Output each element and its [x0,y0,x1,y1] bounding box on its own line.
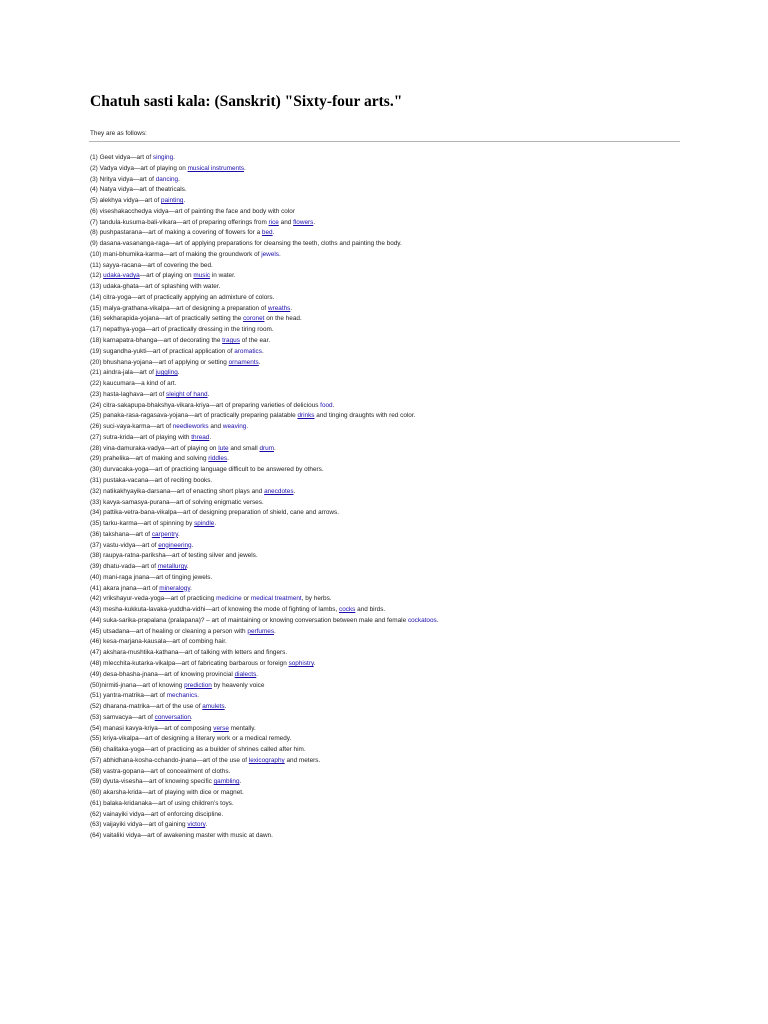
list-item [90,304,690,315]
list-item-text: . [272,229,275,237]
term-link[interactable]: aromatics [234,347,262,355]
list-item-text: . [214,520,217,528]
list-item-text: . [274,627,276,635]
term-link[interactable]: perfumes [247,627,275,635]
list-item-text: . [173,154,175,161]
list-item [90,702,690,713]
term-link[interactable]: juggling [155,369,178,377]
term-link[interactable]: cockatoos [407,616,437,624]
list-item-text: . [205,821,208,829]
list-item [90,347,690,358]
list-item-text: (60) akarsha-krida—art of playing with dice or magnet. [90,789,244,797]
term-link[interactable]: music [193,272,211,280]
list-item-text: . [197,692,200,700]
list-item-text: . [293,487,296,495]
list-item [90,637,690,648]
list-item-text: (64) vaitaliki vidya—art of awakening master with music at dawn. [90,832,273,840]
list-item-text: (53) samvacya—art of [90,713,155,721]
list-item-text: (26) suci-vaya-karma—art of [90,423,173,431]
term-link[interactable]: metallurgy [157,563,187,571]
list-item [90,325,690,336]
list-item-text: . [178,175,180,183]
list-item-text: (22) kaucumara—a kind of art. [90,380,177,388]
term-link[interactable]: dialects [234,670,257,678]
list-item [90,153,690,164]
list-item-text: (63) vaijayiki vidya—art of gaining [90,821,188,829]
list-item-text: . [177,530,180,538]
list-item [90,820,690,831]
list-item-text: . [332,401,335,409]
horizontal-rule [89,141,680,142]
list-item [90,218,690,229]
list-item [90,358,690,369]
intro-text: They are as follows: [90,130,147,137]
list-item-text: . [244,164,246,172]
list-item-text: . [190,584,192,592]
list-item [90,175,690,186]
list-item-text: (8) pushpastarana—art of making a covering of flowers for a [90,229,262,237]
list-item-text: . [246,423,249,431]
list-item-text: (62) vainayiki vidya—art of enforcing discipline. [90,810,224,818]
list-item-text: (14) citra-yoga—art of practically applying an admixture of colors. [90,293,275,301]
term-link[interactable]: mechanics [166,692,198,700]
list-item [90,196,690,207]
list-item [90,777,690,788]
list-item [90,282,690,293]
list-item-text: (37) vastu-vidya—art of [90,541,159,549]
list-item [90,433,690,444]
list-item-text: (25) panaka-rasa-ragasava-yojana—art of practically preparing palatable [90,412,298,420]
list-item [90,314,690,325]
list-item-text: (39) dhatu-vada—art of [90,563,158,571]
list-item-text: (35) tarku-karma—art of spinning by [90,520,195,528]
list-item-text: (34) pattika-vetra-bana-vikalpa—art of designing preparation of shield, cane and arrows. [90,509,340,517]
list-item-text: (29) prahelika—art of making and solving [90,455,209,463]
list-item [90,207,690,218]
term-link[interactable]: conversation [154,713,191,721]
list-item-text: . [313,218,316,226]
list-item-text: (20) bhushana-yojana—art of applying or setting [90,358,229,366]
term-link[interactable]: weaving [222,423,247,431]
list-item [90,756,690,767]
term-link[interactable]: bed [261,229,273,237]
list-item-text: (57) abhidhana-kosha-cchando-jnana—art of the use of [90,756,249,764]
list-item [90,164,690,175]
list-item [90,271,690,282]
list-item-text: (3) Nritya vidya—art of [90,175,156,183]
list-item [90,519,690,530]
list-item [90,390,690,401]
term-link[interactable]: lexicography [248,756,285,764]
list-item [90,487,690,498]
list-item-text: (1) Geet vidya—art of [90,154,153,161]
list-item [90,831,690,842]
term-link[interactable]: sleight of hand [166,390,208,398]
list-item [90,250,690,261]
list-item-text: (9) dasana-vasananga-raga—art of applying preparations for cleansing the teeth, cloths and painting the body. [90,240,402,248]
list-item-text: . [261,347,264,355]
list-item-text: . [207,390,210,398]
list-item [90,411,690,422]
list-item-text: (42) vrikshayur-veda-yoga—art of practicing [90,595,217,603]
list-item-text: and [278,218,294,226]
list-item [90,648,690,659]
term-link[interactable]: musical instruments [187,164,245,172]
term-link[interactable]: thread [191,433,210,441]
list-item-text: and meters. [284,756,321,764]
list-item-text: . [239,778,242,786]
term-link[interactable]: medicine [216,595,242,603]
list-item-text: (7) tandula-kusuma-bali-vikara—art of preparing offerings from [90,218,269,226]
term-link[interactable]: riddles [208,455,228,463]
term-link[interactable]: victory [187,821,206,829]
list-item-text: (5) alekhya vidya—art of [90,197,162,205]
term-link[interactable]: flowers [293,218,314,226]
list-item-text: on the head. [264,315,302,323]
list-item-text: (21) aindra-jala—art of [90,369,156,377]
list-item-text: . [186,563,189,571]
list-item [90,454,690,465]
term-link[interactable]: rice [268,218,279,226]
list-item [90,541,690,552]
list-item-text: (19) sugandha-yukti—art of practical application of [90,347,235,355]
list-item-text: (58) vastra-gopana—art of concealment of cloths. [90,767,231,775]
list-item-text: (2) Vadya vidya—art of playing on [90,164,188,172]
list-item-text: (32) natikakhyayika-darsana—art of enacting short plays and [90,487,265,495]
list-item [90,401,690,412]
list-item-text: (15) malya-grathana-vikalpa—art of designing a preparation of [90,304,268,312]
list-item [90,724,690,735]
term-link[interactable]: tragus [222,337,240,345]
term-link[interactable]: drinks [297,412,315,420]
list-item-text: . [190,713,193,721]
list-item [90,336,690,347]
list-item-text: (13) udaka-ghata—art of splashing with water. [90,283,221,291]
arts-list [90,153,690,842]
list-item-text: (50)nirmiti-jnana—art of knowing [90,681,185,689]
term-link[interactable]: udaka-vadya [103,272,140,280]
list-item [90,573,690,584]
list-item-text: (44) suka-sarika-prapalana (pralapana)? – art of maintaining or knowing conversation between male and female [90,616,408,624]
term-link[interactable]: medical treatment [250,595,302,603]
list-item [90,594,690,605]
list-item [90,745,690,756]
list-item-text: (48) mlecchita-kutarka-vikalpa—art of fabricating barbarous or foreign [90,659,289,667]
list-item-text: (38) raupya-ratna-pariksha—art of testing silver and jewels. [90,552,258,560]
list-item-text: of the ear. [239,337,271,345]
list-item-text: (52) dharana-matrika—art of the use of [90,703,203,711]
list-item [90,670,690,681]
list-item-text: (18) karnapatra-bhanga—art of decorating the [90,337,223,345]
list-item [90,767,690,778]
list-item-text: . [258,358,261,366]
list-item [90,368,690,379]
term-link[interactable]: dancing [155,175,179,183]
term-link[interactable]: needleworks [172,423,209,431]
list-item [90,810,690,821]
list-item-text: (36) takshana—art of [90,530,152,538]
list-item-text: (40) mani-raga jnana—art of tinging jewels. [90,573,213,581]
term-link[interactable]: lute [218,444,229,452]
list-item-text: (49) desa-bhasha-jnana—art of knowing provincial [90,670,235,678]
list-item [90,681,690,692]
list-item-text: (24) citra-sakapupa-bhakshya-vikara-kriya—art of preparing varieties of delicious [90,401,321,409]
list-item [90,562,690,573]
list-item-text: (4) Natya vidya—art of theatricals. [90,186,187,194]
list-item-text: and [208,423,223,431]
list-item-text: . [274,444,276,452]
term-link[interactable]: ornaments [228,358,259,366]
term-link[interactable]: sophistry [288,659,314,667]
list-item-text: . [256,670,259,678]
list-item-text: (46) kesa-marjana-kausala—art of combing hair. [90,638,227,646]
list-item-text: (61) balaka-kridanaka—art of using children's toys. [90,799,234,807]
list-item [90,465,690,476]
term-link[interactable]: prediction [184,681,212,689]
list-item-text: —art of playing on [139,272,194,280]
list-item-text: (23) hasta-laghava—art of [90,390,167,398]
term-link[interactable]: jewels [261,250,279,258]
list-item [90,659,690,670]
term-link[interactable]: verse [213,724,229,732]
term-link[interactable]: mineralogy [159,584,191,592]
list-item [90,498,690,509]
list-item-text: (54) manasi kavya-kriya—art of composing [90,724,214,732]
list-item-text: . [290,304,293,312]
list-item [90,788,690,799]
term-link[interactable]: painting [161,197,184,205]
list-item-text: (31) pustaka-vacana—art of reciting books. [90,476,213,484]
list-item [90,799,690,810]
list-item-text: (59) dyuta-visesha—art of knowing specific [90,778,214,786]
list-item-text: (16) sekharapida-yojana—art of practically setting the [90,315,244,323]
list-item [90,734,690,745]
term-link[interactable]: drum [259,444,275,452]
list-item-text: and tinging draughts with red color. [314,412,416,420]
term-link[interactable]: spindle [194,520,215,528]
list-item-text: . [224,703,227,711]
list-item-text: . [209,433,212,441]
term-link[interactable]: gambling [213,778,240,786]
list-item-text: (30) durvacaka-yoga—art of practicing language difficult to be answered by others. [90,466,324,474]
list-item-text: or [241,595,251,603]
term-link[interactable]: carpentry [151,530,178,538]
list-item [90,713,690,724]
list-item [90,185,690,196]
list-item-text: mentally. [228,724,256,732]
list-item-text: . [313,659,316,667]
list-item-text: (55) kriya-vikalpa—art of designing a literary work or a medical remedy. [90,735,292,743]
list-item [90,261,690,272]
list-item [90,551,690,562]
list-item-text: (47) akshara-mushtika-kathana—art of talking with letters and fingers. [90,649,288,657]
list-item-text: . [177,369,180,377]
list-item-text: (11) sayya-racana—art of covering the bed. [90,261,213,269]
list-item-text: (33) kavya-samasya-purana—art of solving enigmatic verses. [90,498,264,506]
list-item-text: by heavenly voice [211,681,265,689]
term-link[interactable]: wreaths [267,304,291,312]
list-item-text: . [183,197,186,205]
list-item [90,239,690,250]
list-item [90,508,690,519]
list-item-text: (12) [90,272,104,280]
list-item [90,379,690,390]
list-item-text: (28) vina-damuraka-vadya—art of playing on [90,444,219,452]
list-item-text: . [227,455,229,463]
term-link[interactable]: amulets [202,703,225,711]
list-item-text: (56) chalitaka-yoga—art of practicing as a builder of shrines called after him. [90,746,306,754]
list-item-text: , by herbs. [301,595,332,603]
list-item-text: (6) viseshakacchedya vidya—art of painting the face and body with color [90,207,295,215]
list-item [90,627,690,638]
list-item-text: . [191,541,194,549]
list-item [90,476,690,487]
list-item [90,228,690,239]
list-item-text: and small [228,444,260,452]
term-link[interactable]: food [320,401,333,409]
list-item [90,422,690,433]
list-item-text: in water. [210,272,236,280]
list-item [90,584,690,595]
list-item-text: (10) mani-bhumika-karma—art of making the groundwork of [90,250,262,258]
term-link[interactable]: coronet [243,315,265,323]
term-link[interactable]: cocks [339,606,356,614]
list-item [90,605,690,616]
list-item-text: (17) nepathya-yoga—art of practically dressing in the tiring room. [90,326,274,334]
term-link[interactable]: singing [152,154,174,161]
term-link[interactable]: engineering [158,541,192,549]
list-item [90,530,690,541]
list-item-text: and birds. [355,606,386,614]
list-item-text: (27) sutra-krida—art of playing with [90,433,192,441]
list-item-text: (43) mesha-kukkuta-lavaka-yuddha-vidhi—art of knowing the mode of fighting of lambs, [90,606,340,614]
term-link[interactable]: anecdotes [264,487,294,495]
page-title: Chatuh sasti kala: (Sanskrit) "Sixty-four arts." [90,93,403,110]
list-item [90,691,690,702]
list-item-text: (45) utsadana—art of healing or cleaning a person with [90,627,248,635]
list-item-text: . [278,250,281,258]
list-item-text: (41) akara jnana—art of [90,584,160,592]
list-item [90,293,690,304]
list-item-text: . [436,616,439,624]
list-item [90,444,690,455]
list-item-text: (51) yantra-matrika—art of [90,692,167,700]
list-item [90,616,690,627]
